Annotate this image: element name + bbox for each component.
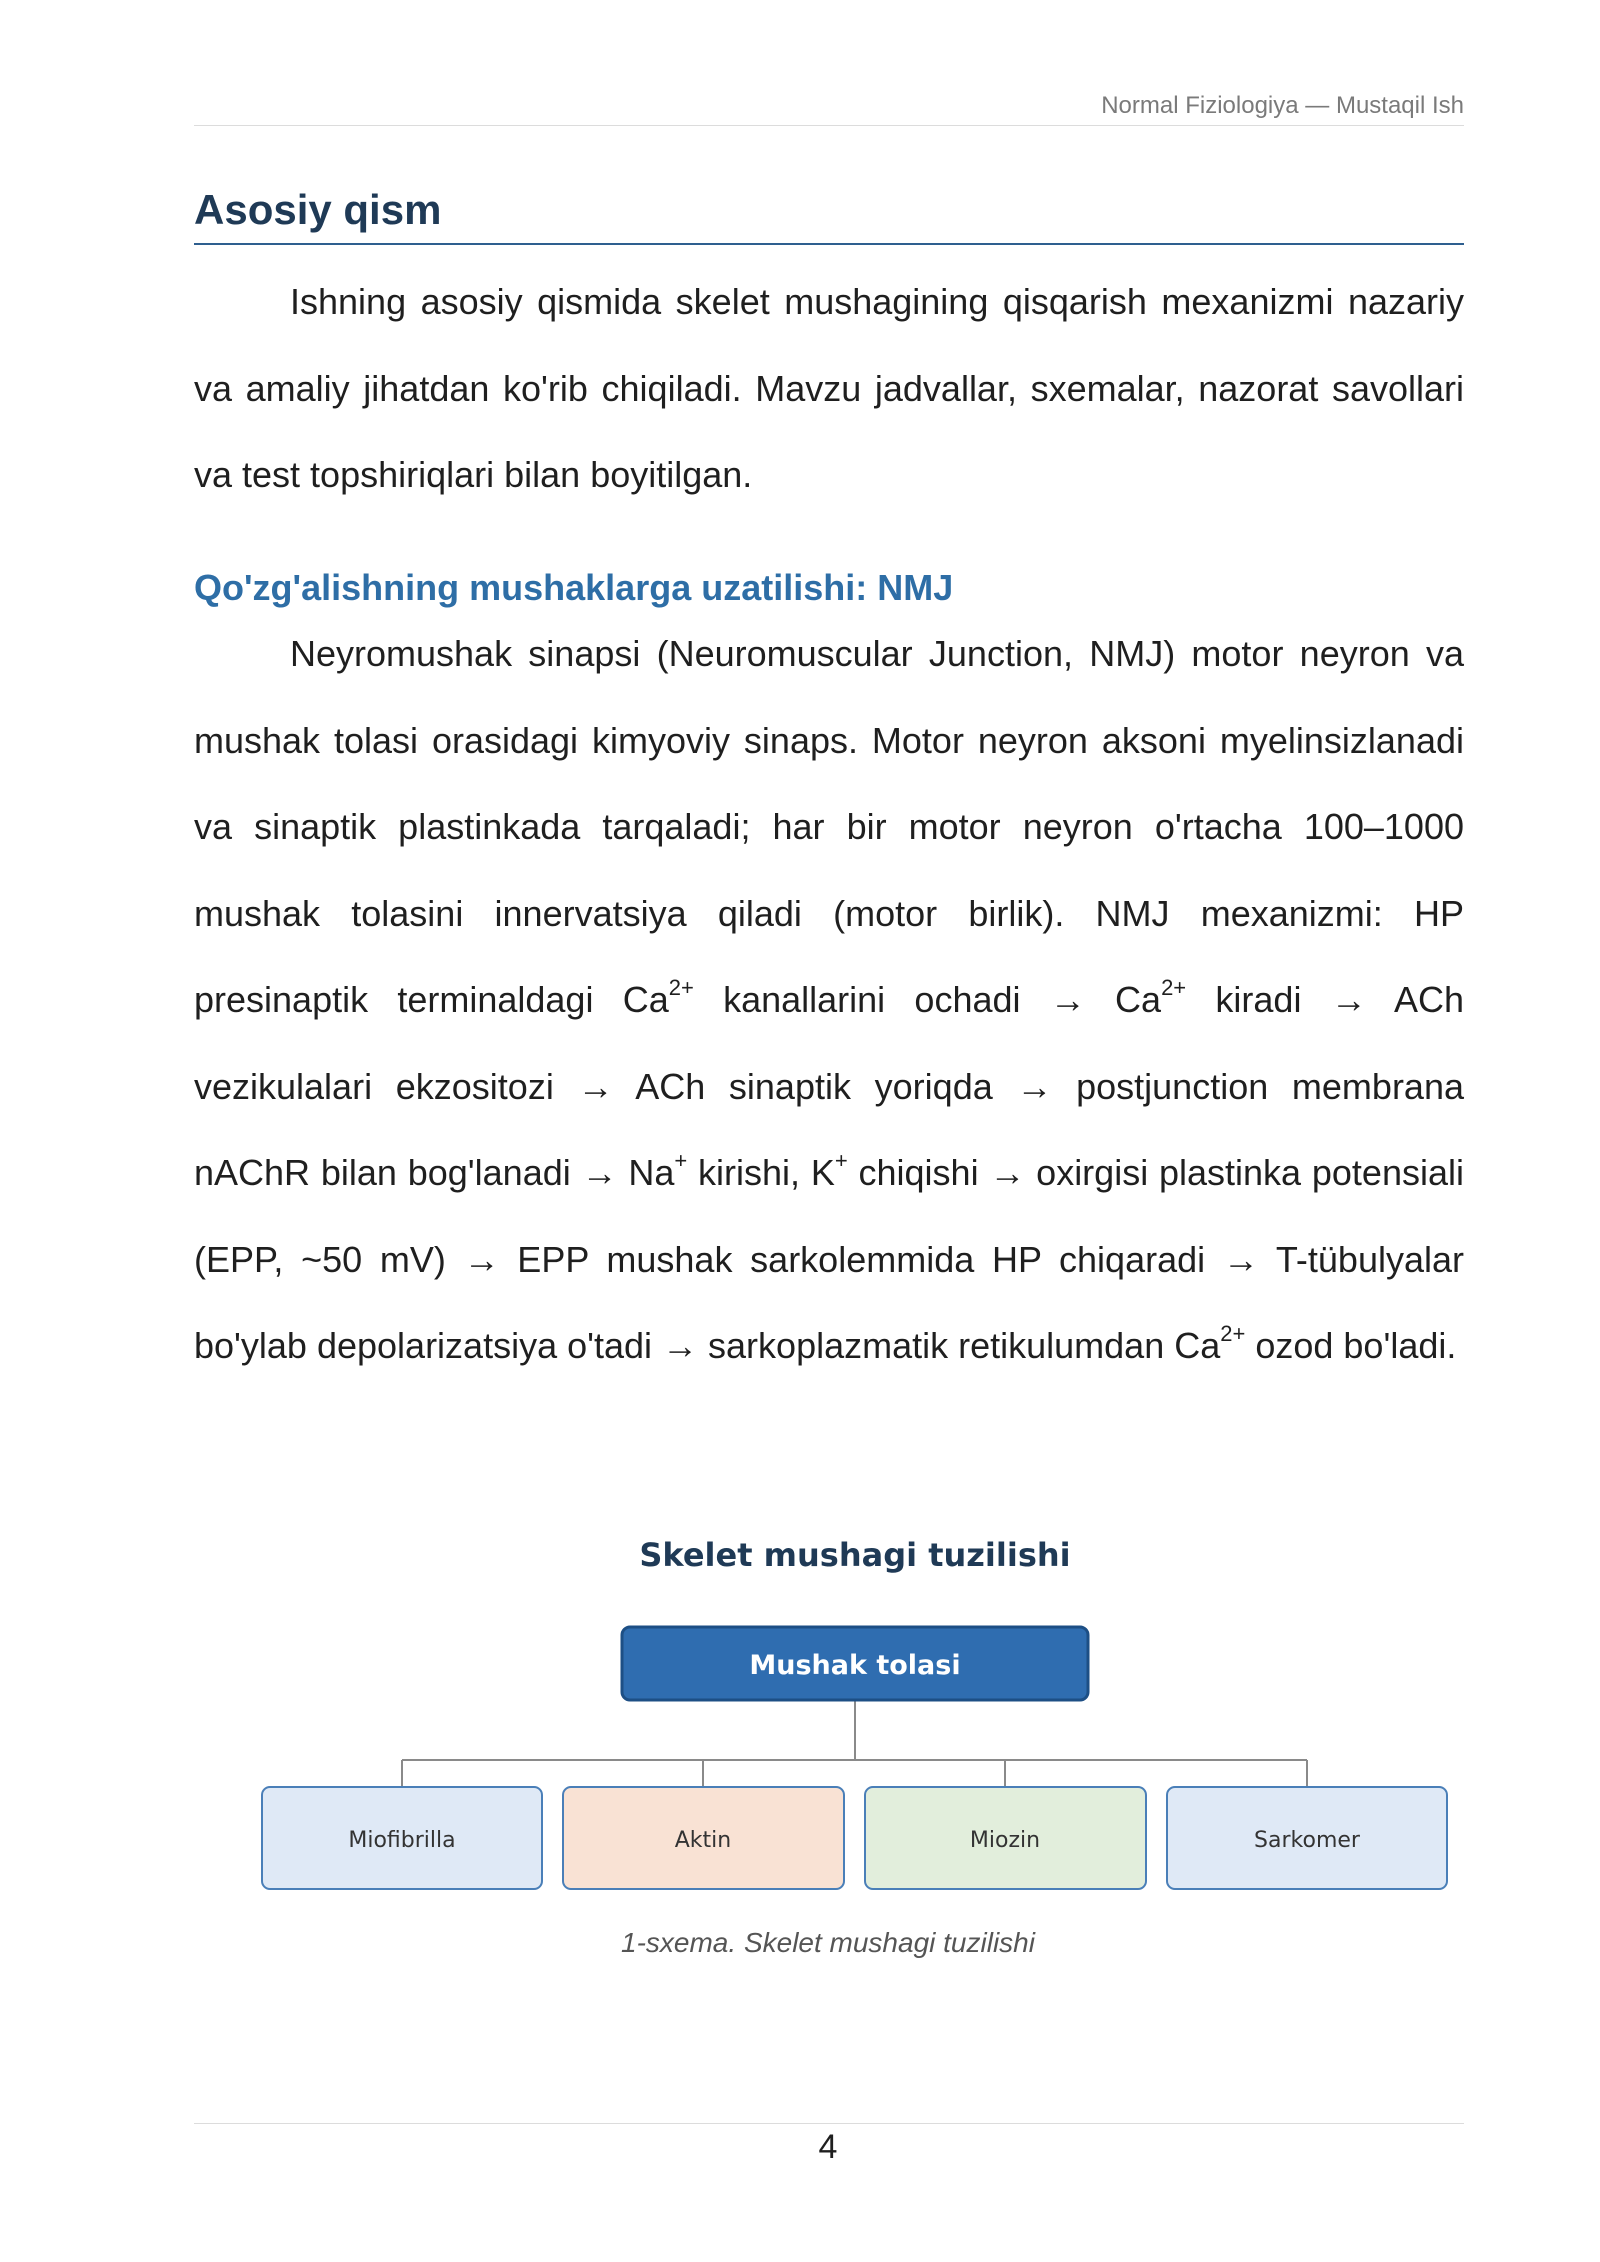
section-title: Asosiy qism xyxy=(194,186,442,233)
child-node-sarkomer xyxy=(1167,1787,1447,1889)
child-node-aktin xyxy=(563,1787,844,1889)
diagram-caption: 1-sxema. Skelet mushagi tuzilishi xyxy=(621,1927,1035,1958)
footer-divider xyxy=(194,2123,1464,2124)
running-header: Normal Fiziologiya — Mustaqil Ish xyxy=(1101,92,1464,119)
child-node-miozin xyxy=(865,1787,1146,1889)
intro-paragraph: Ishning asosiy qismida skelet mushagining qisqarish mexanizmi nazariy va amaliy jihatdan ko'rib chiqiladi. Mavzu jadvallar, sxemalar, nazorat savollari va test topshiriqlari bilan boyitilgan. xyxy=(194,281,1464,495)
child-node-label: Miofibrilla xyxy=(348,1828,456,1853)
page-number: 4 xyxy=(818,2128,838,2166)
child-node-label: Miozin xyxy=(969,1828,1041,1853)
diagram-title: Skelet mushagi tuzilishi xyxy=(639,1536,1071,1574)
diagram-connectors xyxy=(402,1700,1307,1787)
root-node-label: Mushak tolasi xyxy=(749,1650,961,1681)
child-node-label: Aktin xyxy=(674,1828,732,1853)
root-node xyxy=(622,1627,1088,1700)
child-node-miofibrilla xyxy=(262,1787,542,1889)
nmj-paragraph: Neyromushak sinapsi (Neuromuscular Junction, NMJ) motor neyron va mushak tolasi orasidagi kimyoviy sinaps. Motor neyron aksoni myelinsizlanadi va sinaptik plastinkada tarqaladi; har bir motor neyron o'rtacha 100–1000 mushak tolasini innervatsiya qiladi (motor birlik). NMJ mexanizmi: HP presinaptik terminaldagi $Ca^{2+}$ kanallarini ochadi → $Ca^{2+}$ kiradi → ACh vezikulalari ekzositozi → ACh sinaptik yoriqda → postjunction membrana nAChR bilan bog'lanadi → Na+ kirishi, K+ chiqishi → oxirgisi plastinka potensiali (EPP, ~50 mV) → EPP mushak sarkolemmida HP chiqaradi → T-tübulyalar bo'ylab depolarizatsiya o'tadi → sarkoplazmatik retikulumdan $Ca^{2+}$ ozod bo'ladi. xyxy=(194,633,1465,1366)
subsection-title: Qo'zg'alishning mushaklarga uzatilishi: NMJ xyxy=(194,567,954,608)
child-node-label: Sarkomer xyxy=(1254,1828,1360,1853)
